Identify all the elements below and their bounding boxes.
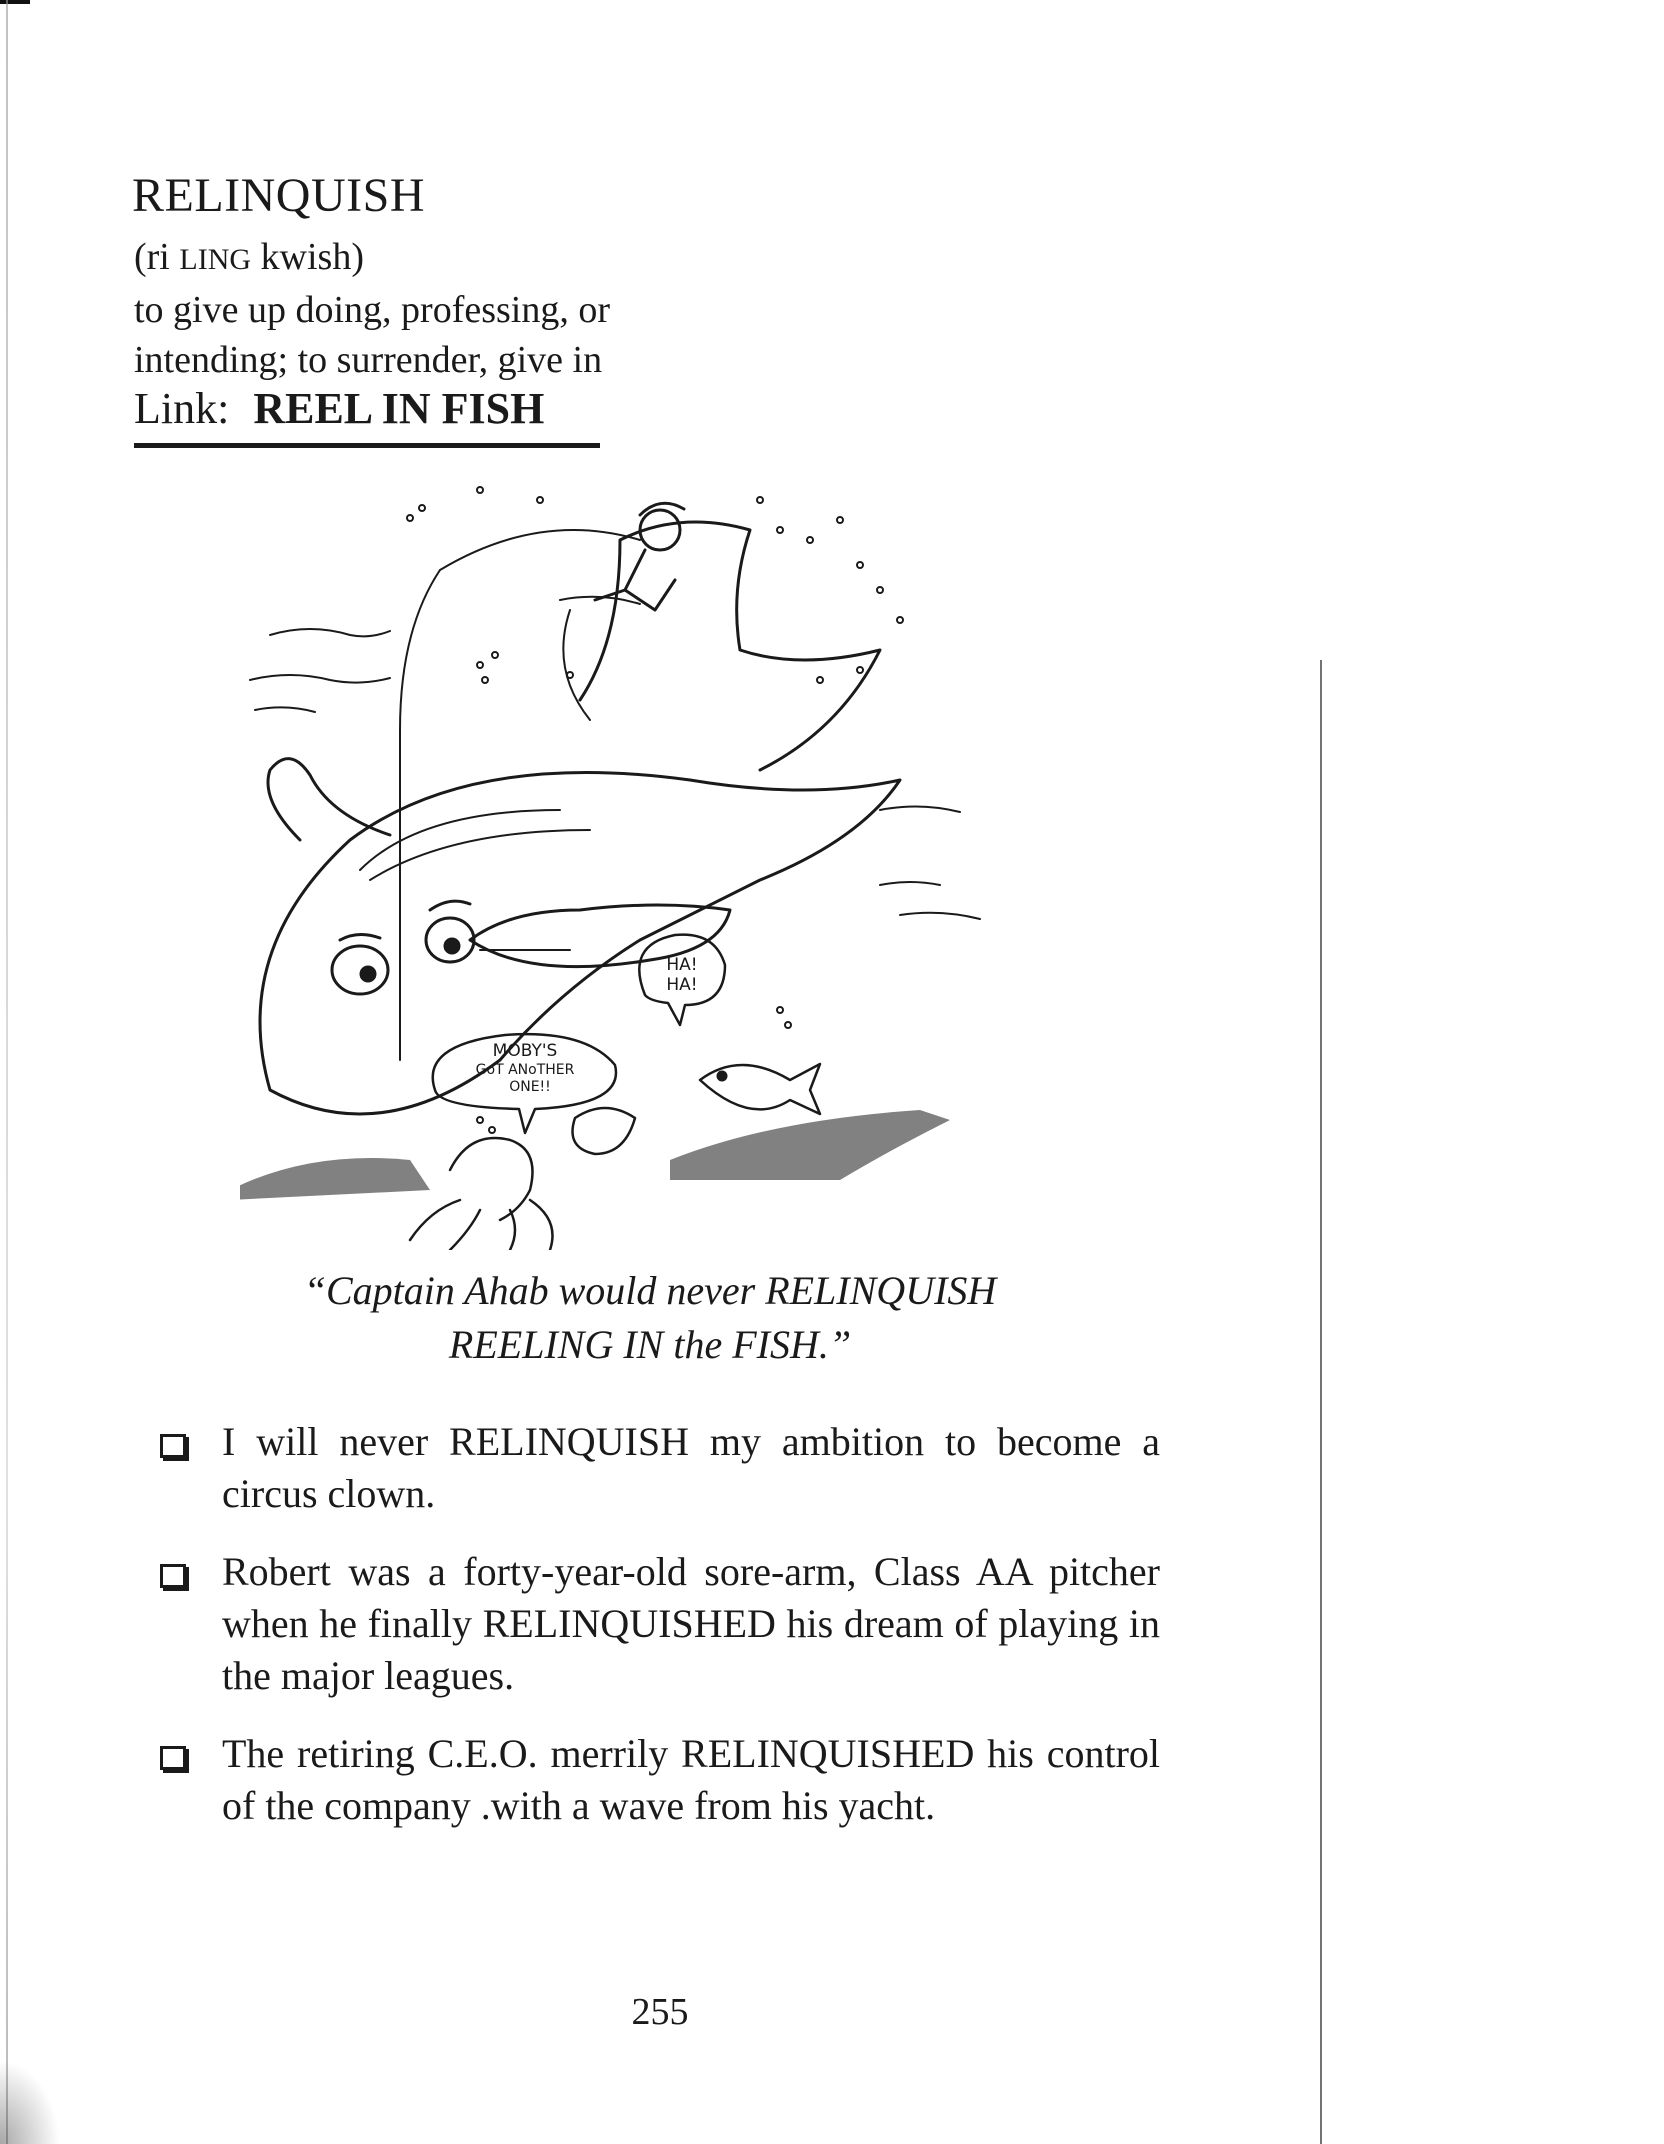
caption-line-2: REELING IN the FISH.” bbox=[448, 1322, 852, 1367]
example-item bbox=[160, 1546, 1160, 1702]
example-item bbox=[160, 1416, 1160, 1520]
pronunciation-rest: kwish) bbox=[251, 236, 364, 278]
pronunciation-stress: LING bbox=[179, 243, 252, 276]
example-item bbox=[160, 1728, 1160, 1832]
link-label: Link: bbox=[134, 384, 230, 433]
memory-link bbox=[134, 383, 544, 434]
bubble-moby-line-1: MOBY'S bbox=[492, 1041, 558, 1061]
cartoon-illustration bbox=[240, 470, 1040, 1250]
example-text: I will never RELINQUISH my ambition to become a circus clown. bbox=[222, 1419, 1160, 1516]
checkbox-icon bbox=[160, 1564, 186, 1588]
bubble-ha-line-2: HA! bbox=[666, 975, 698, 995]
example-text: Robert was a forty-year-old sore-arm, Class AA pitcher when he finally RELINQUISHED his dream of playing in the major leagues. bbox=[222, 1549, 1160, 1698]
checkbox-icon bbox=[160, 1746, 186, 1770]
example-sentences bbox=[160, 1416, 1160, 1858]
bubble-moby-line-3: ONE!! bbox=[509, 1079, 551, 1095]
bubble-ha-line-1: HA! bbox=[666, 955, 698, 975]
pronunciation-open: (ri bbox=[134, 236, 180, 278]
scan-artifact-left-edge bbox=[6, 0, 8, 2144]
bubble-moby-line-2: GoT ANoTHER bbox=[475, 1062, 575, 1078]
scan-artifact-right-edge bbox=[1320, 660, 1322, 2144]
example-text: The retiring C.E.O. merrily RELINQUISHED his control of the company .with a wave from his yacht. bbox=[222, 1731, 1160, 1828]
scan-artifact-top bbox=[0, 0, 30, 4]
definition: to give up doing, professing, or intending; to surrender, give in bbox=[134, 289, 611, 381]
scan-artifact-corner bbox=[0, 2060, 60, 2144]
page-number: 255 bbox=[631, 1991, 689, 2033]
checkbox-icon bbox=[160, 1434, 186, 1458]
caption-line-1: “Captain Ahab would never RELINQUISH bbox=[303, 1268, 997, 1313]
headword: RELINQUISH bbox=[132, 169, 425, 222]
cartoon-caption bbox=[210, 1264, 1090, 1372]
link-underline bbox=[134, 443, 600, 448]
pronunciation bbox=[134, 235, 364, 279]
link-text: REEL IN FISH bbox=[253, 384, 545, 433]
